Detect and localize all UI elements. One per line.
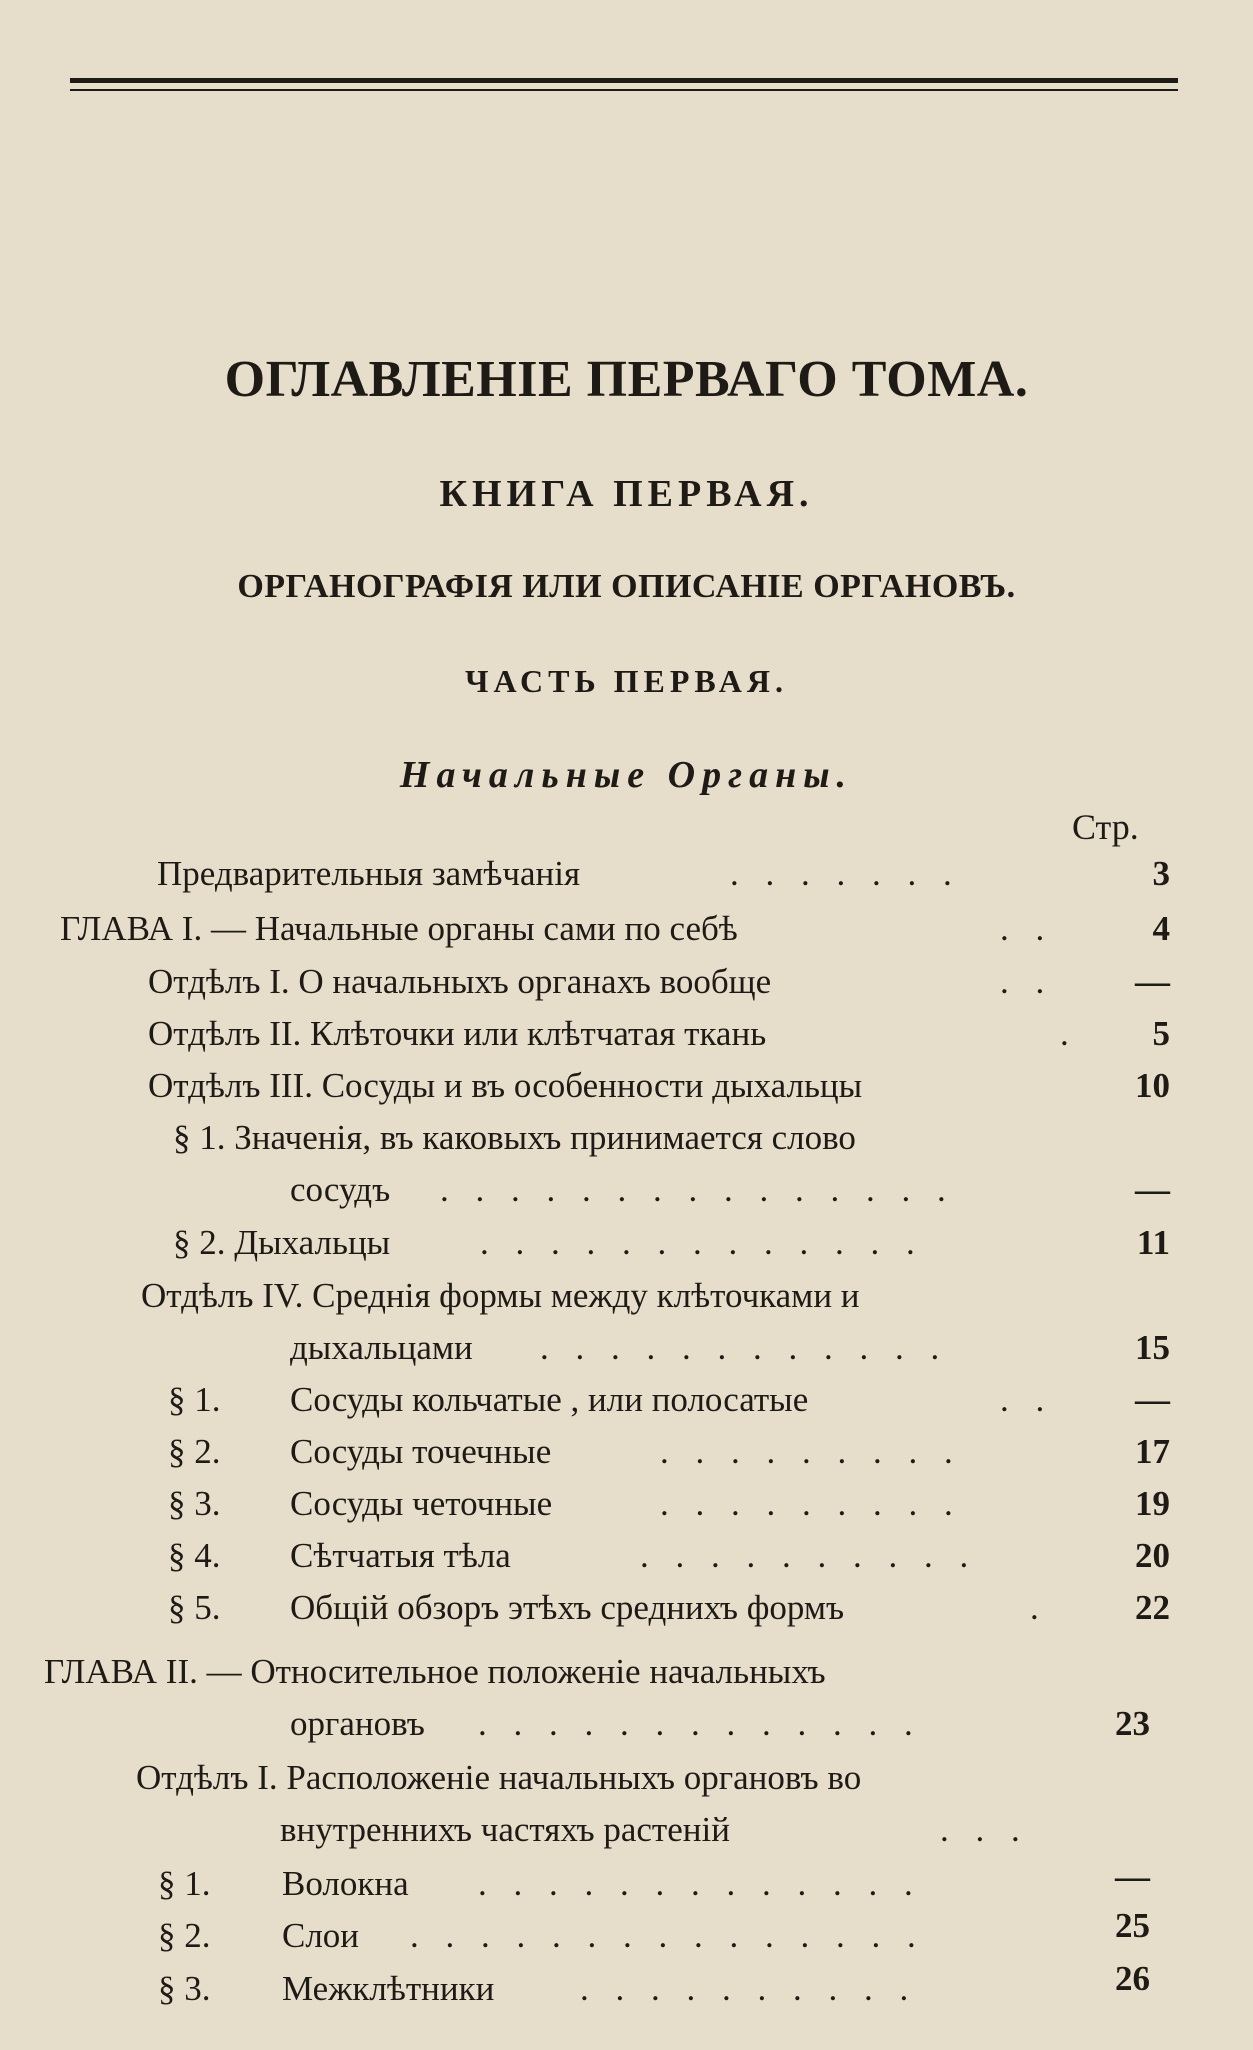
toc-paragraph-mark: § 3.	[168, 1484, 221, 1523]
part-heading: ЧАСТЬ ПЕРВАЯ.	[465, 663, 788, 699]
toc-leader-dots: . .	[1000, 909, 1054, 948]
toc-chapter: ГЛАВА II. — Относительное положеніе начальныхъ	[44, 1652, 826, 1691]
toc-leader-dots: . .	[1000, 1380, 1054, 1419]
toc-leader-dots: . . . . . . . . . . . . . . .	[440, 1170, 955, 1209]
page-column-heading: Стр.	[1072, 807, 1139, 847]
toc-page-number: 19	[1135, 1484, 1170, 1523]
toc-entry: Отдѣлъ III. Сосуды и въ особенности дыхальцы	[148, 1066, 863, 1105]
toc-page-number: —	[1135, 1380, 1170, 1419]
toc-page-number: —	[1135, 1170, 1170, 1209]
toc-paragraph-mark: § 5.	[168, 1588, 221, 1627]
toc-entry-continuation: внутреннихъ частяхъ растеній	[280, 1810, 730, 1849]
toc-leader-dots: .	[1060, 1014, 1078, 1053]
book-heading: КНИГА ПЕРВАЯ.	[439, 473, 814, 515]
toc-page-number: 3	[1152, 854, 1170, 893]
toc-entry-continuation: органовъ	[290, 1704, 425, 1743]
page-title: ОГЛАВЛЕНІЕ ПЕРВАГО ТОМА.	[224, 351, 1029, 408]
toc-page-number: 17	[1135, 1432, 1170, 1471]
toc-leader-dots: . . . . . . . . .	[660, 1432, 962, 1471]
toc-page-number: 23	[1115, 1704, 1150, 1743]
toc-leader-dots: . .	[1000, 962, 1054, 1001]
toc-entry: Отдѣлъ IV. Среднія формы между клѣточками и	[141, 1276, 860, 1315]
toc-page-number: 4	[1152, 909, 1170, 948]
toc-entry: Предварительныя замѣчанія	[157, 854, 581, 893]
toc-page-number: 25	[1115, 1906, 1150, 1945]
toc-entry: Отдѣлъ II. Клѣточки или клѣтчатая ткань	[148, 1014, 767, 1053]
top-rule-thin	[70, 89, 1178, 91]
toc-paragraph-mark: § 2.	[168, 1432, 221, 1471]
toc-leader-dots: . . . . . . . . . . . .	[540, 1328, 949, 1367]
toc-page-number: 26	[1115, 1959, 1150, 1998]
toc-paragraph-mark: § 1.	[158, 1864, 211, 1903]
toc-page-number: 20	[1135, 1536, 1170, 1575]
toc-entry: Общій обзоръ этѣхъ среднихъ формъ	[290, 1588, 845, 1627]
toc-entry: § 1. Значенія, въ каковыхъ принимается слово	[173, 1118, 856, 1157]
toc-entry: Отдѣлъ I. О начальныхъ органахъ вообще	[148, 962, 772, 1001]
toc-page-number: 10	[1135, 1066, 1170, 1105]
toc-leader-dots: . . . . . . . . . . . . . . .	[410, 1916, 925, 1955]
toc-paragraph-mark: § 2.	[158, 1916, 211, 1955]
toc-entry: Волокна	[282, 1864, 409, 1903]
toc-leader-dots: . . . . . . . . . .	[640, 1536, 978, 1575]
toc-page-number: —	[1135, 962, 1170, 1001]
toc-page-number: —	[1115, 1857, 1150, 1896]
toc-entry: Сосуды кольчатые , или полосатые	[290, 1380, 809, 1419]
toc-entry: Межклѣтники	[282, 1969, 495, 2008]
toc-page-number: 15	[1135, 1328, 1170, 1367]
toc-leader-dots: . . . . . . . . .	[660, 1484, 962, 1523]
toc-entry: § 2. Дыхальцы	[173, 1223, 391, 1262]
toc-leader-dots: . . . . . . . . . .	[580, 1969, 918, 2008]
toc-entry: Сосуды точечные	[290, 1432, 552, 1471]
section-heading: Начальные Органы.	[399, 754, 854, 796]
book-subtitle: ОРГАНОГРАФІЯ ИЛИ ОПИСАНІЕ ОРГАНОВЪ.	[237, 568, 1016, 605]
toc-paragraph-mark: § 4.	[168, 1536, 221, 1575]
toc-leader-dots: . . . . . . . . . . . . .	[478, 1704, 922, 1743]
toc-entry: Сѣтчатыя тѣла	[290, 1536, 511, 1575]
toc-paragraph-mark: § 1.	[168, 1380, 221, 1419]
toc-leader-dots: . . .	[940, 1810, 1029, 1849]
toc-page-number: 22	[1135, 1588, 1170, 1627]
toc-leader-dots: . . . . . . . . . . . . .	[478, 1864, 922, 1903]
toc-page-number: 11	[1136, 1223, 1170, 1262]
toc-entry-continuation: сосудъ	[290, 1170, 391, 1209]
toc-leader-dots: .	[1030, 1588, 1048, 1627]
toc-chapter: ГЛАВА І. — Начальные органы сами по себѣ	[60, 909, 738, 948]
toc-paragraph-mark: § 3.	[158, 1969, 211, 2008]
toc-entry-continuation: дыхальцами	[290, 1328, 473, 1367]
toc-leader-dots: . . . . . . .	[730, 854, 961, 893]
toc-entry: Отдѣлъ I. Расположеніе начальныхъ органовъ во	[136, 1758, 862, 1797]
toc-leader-dots: . . . . . . . . . . . . .	[480, 1223, 924, 1262]
toc-entry: Сосуды четочные	[290, 1484, 553, 1523]
top-rule-thick	[70, 78, 1178, 83]
toc-page-number: 5	[1152, 1014, 1170, 1053]
toc-entry: Слои	[282, 1916, 360, 1955]
